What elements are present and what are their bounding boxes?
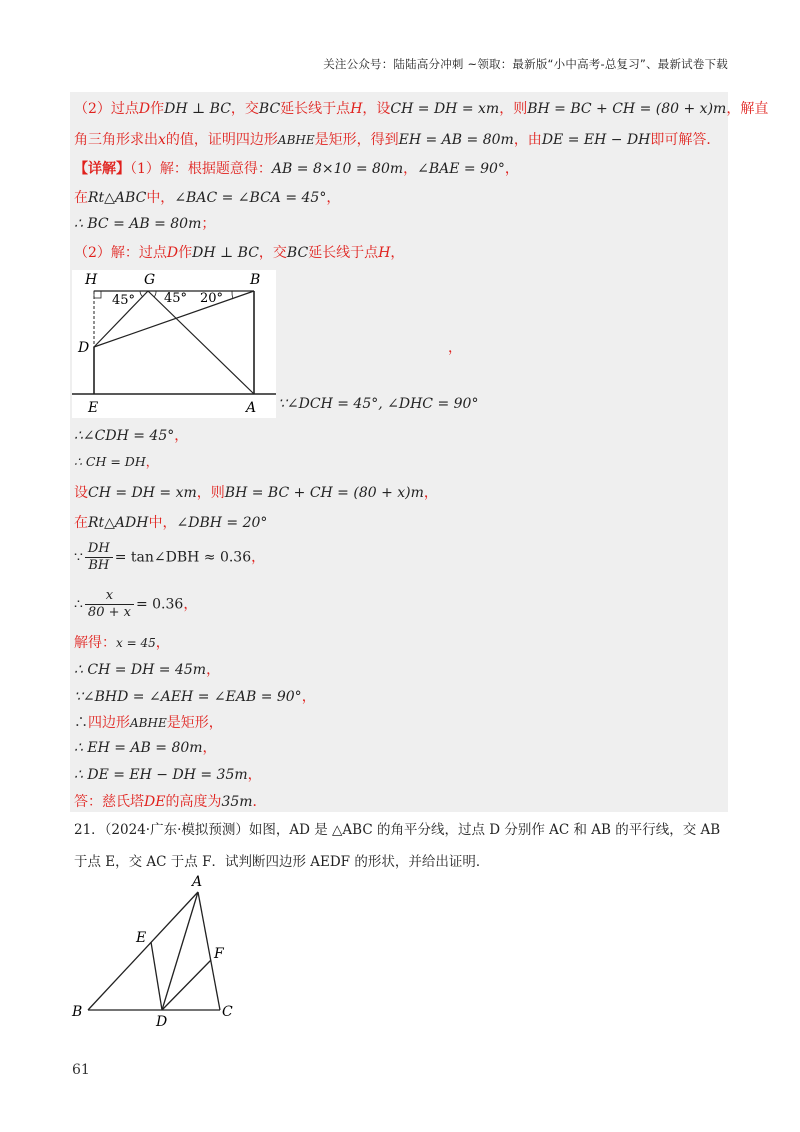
page-number: 61 [72, 1062, 90, 1078]
angle-label-20: 20° [200, 291, 224, 306]
solution-line-10: 在Rt△ADH中，∠DBH = 20° [74, 515, 268, 531]
question-21-line-1: 21．（2024·广东·模拟预测）如图，AD 是 △ABC 的角平分线，过点 D 分别作 AC 和 AB 的平行线，交 AB [74, 822, 721, 838]
solution-line-4: 在Rt△ABC中，∠BAC = ∠BCA = 45°， [74, 190, 341, 206]
solution-line-6: （2）解：过点D作DH ⊥ BC，交BC延长线于点H， [74, 245, 405, 261]
solution-line-9: 设CH = DH = xm，则BH = BC + CH = (80 + x)m， [74, 485, 438, 501]
solution-line-16: ∴四边形ABHE是矩形， [74, 715, 223, 731]
point-label-A: A [246, 400, 257, 416]
solution-line-1: （2）过点D作DH ⊥ BC，交BC延长线于点H，设CH = DH = xm，则BH = BC + CH = (80 + x)m，解直 [74, 101, 769, 117]
point-label-G: G [144, 272, 156, 288]
solution-line-answer: 答：慈氏塔DE的高度为35m． [74, 794, 267, 810]
point-label-D: D [78, 340, 90, 356]
fraction-x: $\frac{x}{80 + x}$ [85, 588, 134, 621]
point-label-C: C [222, 1004, 233, 1020]
figure-triangle-AEDF [70, 870, 250, 1030]
solution-line-12: ∴ $\frac{x}{80 + x}$ = 0.36， [74, 588, 198, 620]
point-label-D: D [156, 1014, 168, 1030]
page-header: 关注公众号：陆陆高分冲刺 ~领取：最新版“小中高考-总复习”、最新试卷下载 [323, 57, 728, 71]
solution-line-14: ∴ CH = DH = 45m， [74, 662, 221, 678]
side-AB [88, 892, 198, 1010]
segment-DE [151, 942, 162, 1010]
point-label-A: A [192, 874, 203, 890]
solution-line-13: 解得：x = 45， [74, 635, 170, 651]
solution-line-7: ∴∠CDH = 45°， [74, 428, 189, 444]
angle-label-45-left: 45° [112, 293, 136, 308]
point-label-E: E [136, 930, 147, 946]
solution-line-5: ∴ BC = AB = 80m； [74, 216, 216, 232]
solution-line-8: ∴ CH = DH， [74, 454, 159, 469]
solution-line-18: ∴ DE = EH − DH = 35m， [74, 767, 262, 783]
solution-line-because: ∵∠DCH = 45°, ∠DHC = 90° [278, 396, 479, 412]
point-label-E: E [88, 400, 99, 416]
question-21-line-2: 于点 E，交 AC 于点 F．试判断四边形 AEDF 的形状，并给出证明． [74, 854, 490, 870]
solution-line-3: 【详解】（1）解：根据题意得：AB = 8×10 = 80m，∠BAE = 90°， [74, 161, 519, 177]
point-label-B: B [250, 272, 261, 288]
point-label-H: H [85, 272, 98, 288]
solution-line-11: ∵ $\frac{DH}{BH}$ = tan∠DBH ≈ 0.36， [74, 541, 266, 573]
stray-comma: ， [448, 340, 462, 356]
point-label-F: F [214, 946, 224, 962]
solution-line-2: 角三角形求出x的值，证明四边形ABHE是矩形，得到EH = AB = 80m，由DE = EH − DH即可解答． [74, 132, 721, 148]
fraction-DH-BH: $\frac{DH}{BH}$ [85, 541, 113, 574]
figure-tower-diagram [72, 270, 276, 418]
angle-label-45-right: 45° [164, 291, 188, 306]
solution-line-17: ∴ EH = AB = 80m， [74, 740, 217, 756]
solution-line-15: ∵∠BHD = ∠AEH = ∠EAB = 90°， [74, 689, 316, 705]
point-label-B: B [72, 1004, 83, 1020]
